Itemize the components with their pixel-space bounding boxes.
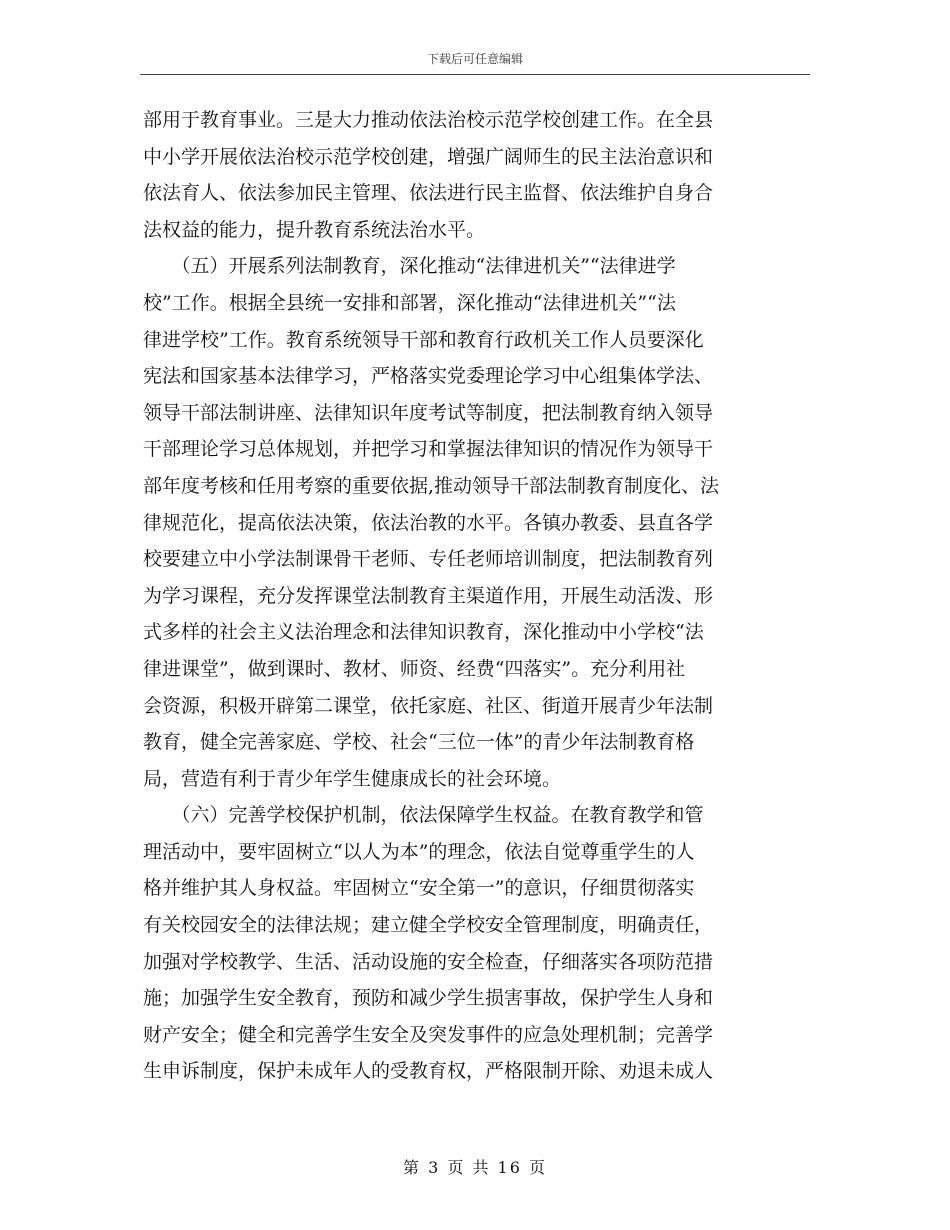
text-line: 式多样的社会主义法治理念和法律知识教育，深化推动中小学校“法 (143, 621, 704, 644)
header-divider (140, 74, 810, 75)
text-line: 校要建立中小学法制课骨干老师、专任老师培训制度，把法制教育列 (143, 548, 714, 571)
text-line: 干部理论学习总体规划，并把学习和掌握法律知识的情况作为领导干 (143, 438, 714, 461)
text-line: 生申诉制度，保护未成年人的受教育权，严格限制开除、劝退未成人 (143, 1060, 714, 1083)
text-line: 律进课堂”，做到课时、教材、师资、经费“四落实”。充分利用社 (143, 657, 686, 680)
text-line: 为学习课程，充分发挥课堂法制教育主渠道作用，开展生动活泼、形 (143, 584, 714, 607)
text-line: 律规范化，提高依法决策，依法治教的水平。各镇办教委、县直各学 (143, 511, 714, 534)
text-line: 会资源，积极开辟第二课堂，依托家庭、社区、街道开展青少年法制 (143, 694, 714, 717)
text-line: 领导干部法制讲座、法律知识年度考试等制度，把法制教育纳入领导 (143, 401, 714, 424)
text-line: 局，营造有利于青少年学生健康成长的社会环境。 (143, 767, 562, 790)
text-line: 法权益的能力，提升教育系统法治水平。 (143, 218, 486, 241)
text-line: 宪法和国家基本法律学习，严格落实党委理论学习中心组集体学法、 (143, 365, 714, 388)
text-line: 部用于教育事业。三是大力推动依法治校示范学校创建工作。在全县 (143, 109, 714, 131)
text-line: 有关校园安全的法律法规；建立健全学校安全管理制度，明确责任， (143, 914, 714, 937)
text-line: 格并维护其人身权益。牢固树立“安全第一”的意识，仔细贯彻落实 (143, 877, 695, 900)
section-heading-line: （六）完善学校保护机制，依法保障学生权益。在教育教学和管 (143, 804, 704, 827)
text-line: 教育，健全完善家庭、学校、社会“三位一体”的青少年法制教育格 (143, 731, 695, 754)
text-line: 理活动中，要牢固树立“以人为本”的理念，依法自觉尊重学生的人 (143, 840, 695, 863)
text-line: 律进学校”工作。教育系统领导干部和教育行政机关工作人员要深化 (143, 328, 704, 351)
section-heading-line: （五）开展系列法制教育，深化推动“法律进机关”“法律进学 (143, 255, 676, 278)
text-line: 中小学开展依法治校示范学校创建，增强广阔师生的民主法治意识和 (143, 145, 714, 168)
text-line: 依法育人、依法参加民主管理、依法进行民主监督、依法维护自身合 (143, 182, 714, 205)
body-text (143, 102, 810, 1090)
text-line: 加强对学校教学、生活、活动设施的安全检查，仔细落实各项防范措 (143, 950, 714, 973)
header-note: 下载后可任意编辑 (426, 52, 523, 66)
text-line: 校”工作。根据全县统一安排和部署，深化推动“法律进机关”“法 (143, 291, 676, 314)
text-line: 施；加强学生安全教育，预防和减少学生损害事故，保护学生人身和 (143, 987, 714, 1010)
text-line: 部年度考核和任用考察的重要依据,推动领导干部法制教育制度化、法 (143, 474, 720, 497)
text-line: 财产安全；健全和完善学生安全及突发事件的应急处理机制；完善学 (143, 1023, 714, 1046)
page-number-footer: 第 3 页 共 16 页 (403, 1158, 547, 1177)
